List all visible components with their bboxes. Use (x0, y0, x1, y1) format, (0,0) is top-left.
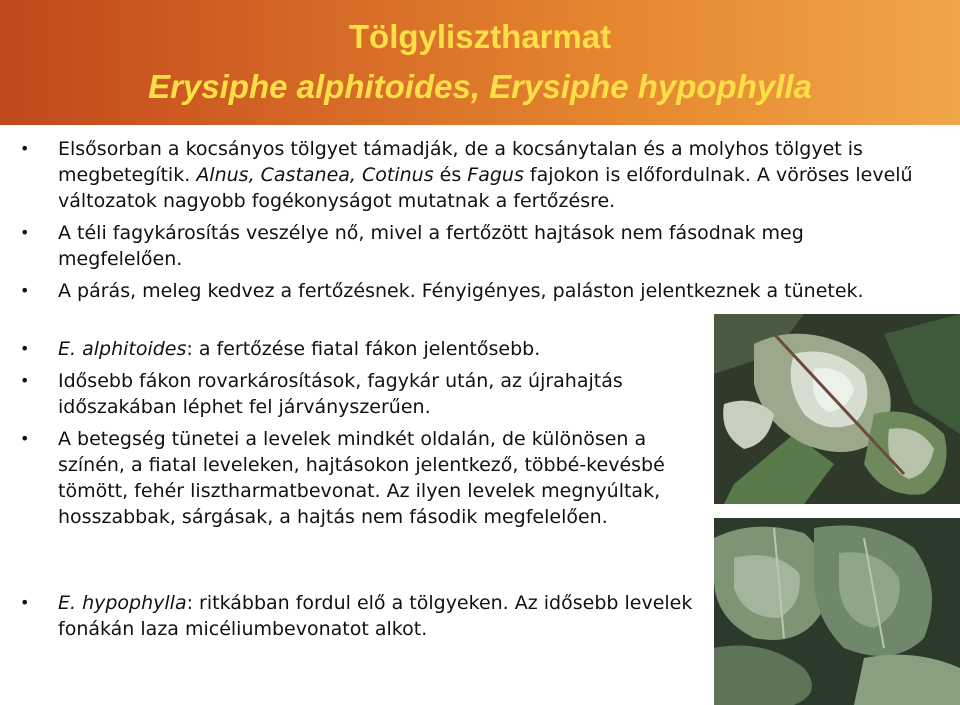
oak-leaf-photo (714, 518, 960, 705)
slide-title: Tölgylisztharmat (348, 18, 612, 55)
bullet-text: A betegség tünetei a levelek mindkét oldalán, de különösen a színén, a fiatal leveleken, hajtásokon jelentkező, többé-kevésbé tömött, fehér lisztharmatbevonat. Az ilyen levelek megnyúltak, hosszabbak, sárgásak, a hajtás nem fásodik megfelelően. (58, 428, 665, 528)
bullet-dot: • (20, 371, 30, 390)
bullet-text: Idősebb fákon rovarkárosítások, fagykár után, az újrahajtás időszakában léphet fel járványszerűen. (58, 370, 623, 418)
bullet-text: Elsősorban a kocsányos tölgyet támadják, de a kocsánytalan és a molyhos tölgyet is megbetegítik. Alnus, Castanea, Cotinus és Fagus fajokon is előfordulnak. A vöröses levelű változatok nagyobb fogékonyságot mutatnak a fertőzésre. (58, 138, 913, 212)
bullet-dot: • (20, 139, 30, 158)
bullet-item (20, 278, 878, 304)
bullet-dot: • (20, 429, 30, 448)
title-banner (0, 0, 960, 125)
bullet-text: A téli fagykárosítás veszélye nő, mivel a fertőzött hajtások nem fásodnak meg megfelelően. (58, 222, 804, 270)
bullet-item (20, 590, 698, 642)
bullet-dot: • (20, 223, 30, 242)
bullet-dot: • (20, 339, 30, 358)
bullet-dot: • (20, 281, 30, 300)
bullet-text: A párás, meleg kedvez a fertőzésnek. Fényigényes, paláston jelentkeznek a tünetek. (58, 280, 864, 302)
bullet-text: E. alphitoides: a fertőzése fiatal fákon jelentősebb. (58, 338, 541, 360)
bullet-item (20, 336, 698, 362)
bullet-dot: • (20, 593, 30, 612)
mildew-leaf-photo (714, 314, 960, 504)
slide-subtitle: Erysiphe alphitoides, Erysiphe hypophylla (148, 68, 812, 105)
bullet-item (20, 368, 698, 420)
bullet-item (20, 426, 698, 530)
bullet-item (20, 136, 938, 214)
bullet-text: E. hypophylla: ritkábban fordul elő a tölgyeken. Az idősebb levelek fonákán laza micéliumbevonatot alkot. (58, 592, 693, 640)
bullet-item (20, 220, 918, 272)
